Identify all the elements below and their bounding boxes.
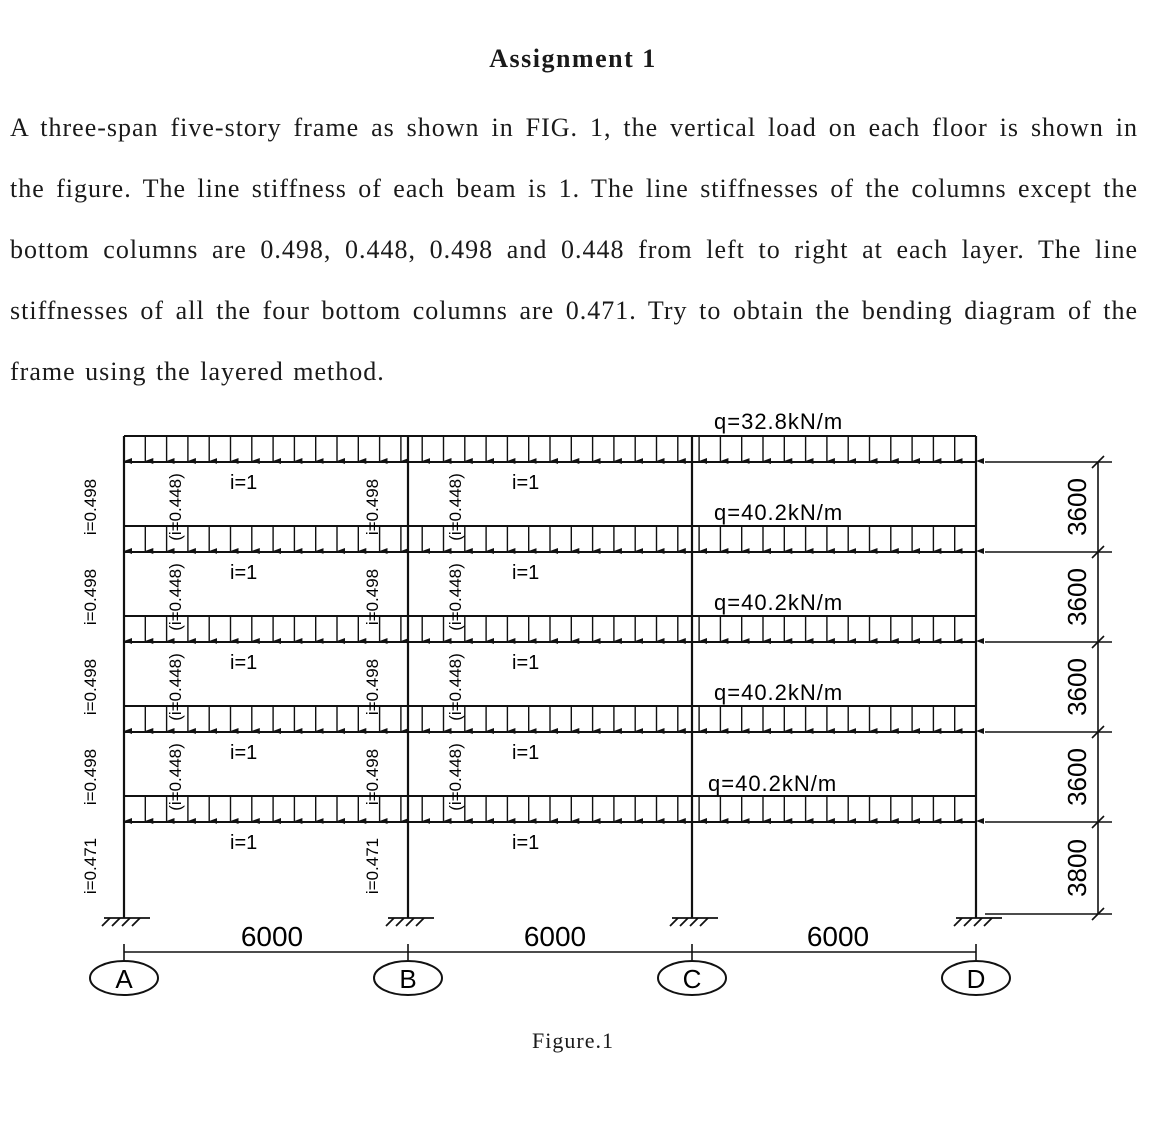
beam-label: i=1	[230, 652, 258, 674]
beam-label: i=1	[230, 472, 258, 494]
column-label-b-left: (i=0.448)	[166, 563, 185, 631]
beam-label: i=1	[230, 832, 258, 854]
span-label-ab: 6000	[240, 921, 304, 952]
story-height-1: 3800	[1062, 839, 1092, 897]
beam-label: i=1	[230, 562, 258, 584]
story-height-labels	[1062, 478, 1092, 897]
column-label-c: (i=0.448)	[446, 653, 465, 721]
figure-caption: Figure.1	[532, 1028, 614, 1053]
column-label-a: i=0.498	[81, 568, 100, 626]
axis-label-c: C	[682, 964, 702, 994]
support-d	[954, 918, 1002, 926]
beam-label: i=1	[512, 652, 540, 674]
beam-label: i=1	[512, 742, 540, 764]
story-height-2: 3600	[1062, 748, 1092, 806]
beam-label: i=1	[512, 472, 540, 494]
story-height-3: 3600	[1062, 658, 1092, 716]
story-height-4: 3600	[1062, 568, 1092, 626]
span-label-cd: 6000	[806, 921, 870, 952]
column-label-b-left: (i=0.448)	[166, 473, 185, 541]
span-label-bc: 6000	[523, 921, 587, 952]
frame-figure	[0, 400, 1170, 1010]
column-label-b-right: i=0.498	[363, 478, 382, 536]
column-label-bottom-b: i=0.471	[363, 837, 382, 895]
support-a	[102, 918, 150, 926]
column-label-b-right: i=0.498	[363, 748, 382, 806]
beam-label: i=1	[512, 832, 540, 854]
load-label-floor-2: q=40.2kN/m	[714, 680, 844, 705]
span-labels	[241, 921, 869, 952]
assignment-title: Assignment 1	[489, 44, 657, 73]
column-label-b-left: (i=0.448)	[166, 743, 185, 811]
axis-marker-c	[658, 961, 726, 995]
column-label-c: (i=0.448)	[446, 743, 465, 811]
story-height-5: 3600	[1062, 478, 1092, 536]
column-label-b-right: i=0.498	[363, 568, 382, 626]
column-label-a: i=0.498	[81, 748, 100, 806]
column-label-bottom-a: i=0.471	[81, 837, 100, 895]
story-dimension-line	[985, 456, 1112, 920]
axis-marker-d	[942, 961, 1010, 995]
column-label-c: (i=0.448)	[446, 473, 465, 541]
beam-label: i=1	[512, 562, 540, 584]
axis-markers	[90, 961, 1010, 995]
support-c	[670, 918, 718, 926]
problem-statement: A three-span five-story frame as shown in FIG. 1, the vertical load on each floor is shown in the figure. The line stiffness of each beam is 1. The line stiffnesses of the columns except the bottom columns are 0.498, 0.448, 0.498 and 0.448 from left to right at each layer. The line stiffnesses of all the four bottom columns are 0.471. Try to obtain the bending diagram of the frame using the layered method.	[10, 113, 1138, 386]
load-label-floor-4: q=40.2kN/m	[714, 500, 844, 525]
support-b	[386, 918, 434, 926]
column-label-c: (i=0.448)	[446, 563, 465, 631]
load-label-roof: q=32.8kN/m	[714, 409, 844, 434]
column-label-a: i=0.498	[81, 478, 100, 536]
column-label-a: i=0.498	[81, 658, 100, 716]
column-label-b-right: i=0.498	[363, 658, 382, 716]
axis-label-b: B	[399, 964, 417, 994]
axis-label-d: D	[966, 964, 986, 994]
beam-label: i=1	[230, 742, 258, 764]
axis-label-a: A	[115, 964, 133, 994]
load-label-floor-3: q=40.2kN/m	[714, 590, 844, 615]
axis-marker-a	[90, 961, 158, 995]
column-label-b-left: (i=0.448)	[166, 653, 185, 721]
load-label-floor-1: q=40.2kN/m	[708, 771, 838, 796]
beams	[124, 462, 976, 822]
axis-marker-b	[374, 961, 442, 995]
